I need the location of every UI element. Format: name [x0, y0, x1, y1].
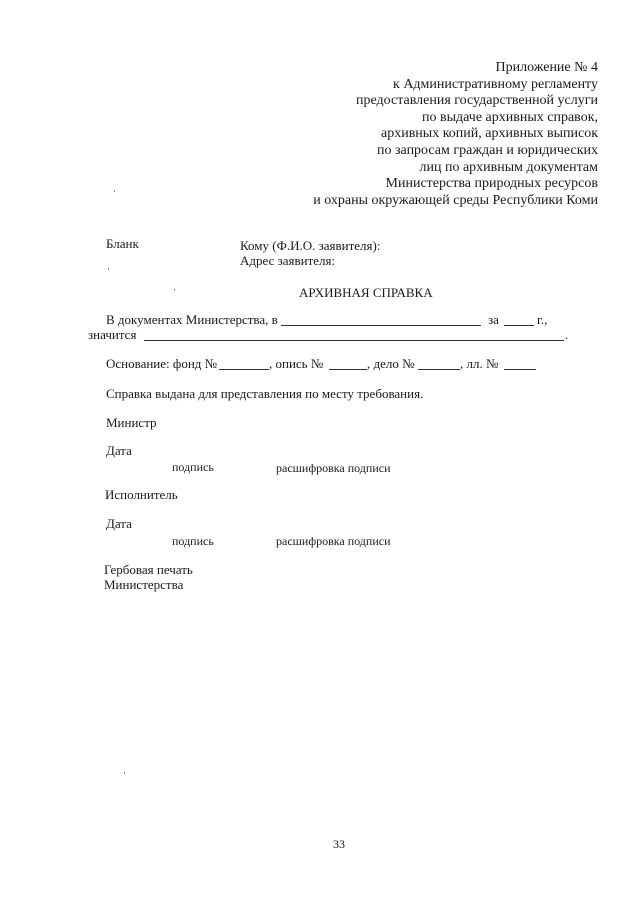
scan-speck: [114, 190, 115, 192]
minister-label: Министр: [106, 415, 157, 430]
delo-label: , дело №: [367, 356, 415, 371]
appendix-line: по запросам граждан и юридических: [377, 142, 598, 158]
appendix-header: [258, 60, 598, 209]
year-blank[interactable]: [504, 325, 534, 326]
document-title: АРХИВНАЯ СПРАВКА: [299, 285, 433, 300]
appendix-line: Министерства природных ресурсов: [385, 176, 598, 192]
fond-blank[interactable]: [219, 369, 269, 370]
opis-blank[interactable]: [329, 369, 367, 370]
date-label: Дата: [106, 443, 132, 458]
signature-label: подпись: [172, 460, 214, 474]
documents-text: В документах Министерства, в: [106, 312, 278, 327]
appendix-line: лиц по архивным документам: [419, 159, 598, 175]
registered-blank[interactable]: [144, 340, 564, 341]
signature-decoding-label: расшифровка подписи: [276, 534, 391, 548]
scan-speck: [108, 268, 109, 270]
ll-blank[interactable]: [504, 369, 536, 370]
signature-decoding-label: расшифровка подписи: [276, 461, 391, 475]
opis-label: , опись №: [269, 356, 324, 371]
year-suffix: г.,: [537, 312, 548, 327]
registered-label: значится: [88, 327, 137, 342]
issued-text: Справка выдана для представления по месту требования.: [106, 386, 424, 401]
basis-label: Основание: фонд №: [106, 356, 218, 371]
appendix-line: архивных копий, архивных выписок: [380, 126, 598, 142]
appendix-line: предоставления государственной услуги: [356, 93, 598, 109]
scan-speck: [174, 289, 175, 291]
address-label: Адрес заявителя:: [240, 253, 336, 268]
executor-label: Исполнитель: [105, 487, 178, 502]
appendix-line: к Административному регламенту: [393, 76, 598, 92]
period: .: [565, 327, 569, 342]
archive-name-blank[interactable]: [281, 325, 481, 326]
page-number: 33: [333, 837, 345, 851]
recipient-label: Кому (Ф.И.О. заявителя):: [240, 238, 381, 253]
appendix-line: и охраны окружающей среды Республики Коми: [313, 192, 598, 208]
appendix-line: по выдаче архивных справок,: [422, 109, 598, 125]
date-label: Дата: [106, 516, 132, 531]
seal-label-ministry: Министерства: [104, 577, 184, 592]
blank-label: Бланк: [106, 236, 139, 251]
ll-label: , лл. №: [460, 356, 499, 371]
signature-label: подпись: [172, 534, 214, 548]
seal-label: Гербовая печать: [104, 562, 193, 577]
scan-speck: [124, 772, 125, 774]
za-label: за: [488, 312, 499, 327]
delo-blank[interactable]: [418, 369, 460, 370]
appendix-line: Приложение № 4: [495, 60, 598, 75]
